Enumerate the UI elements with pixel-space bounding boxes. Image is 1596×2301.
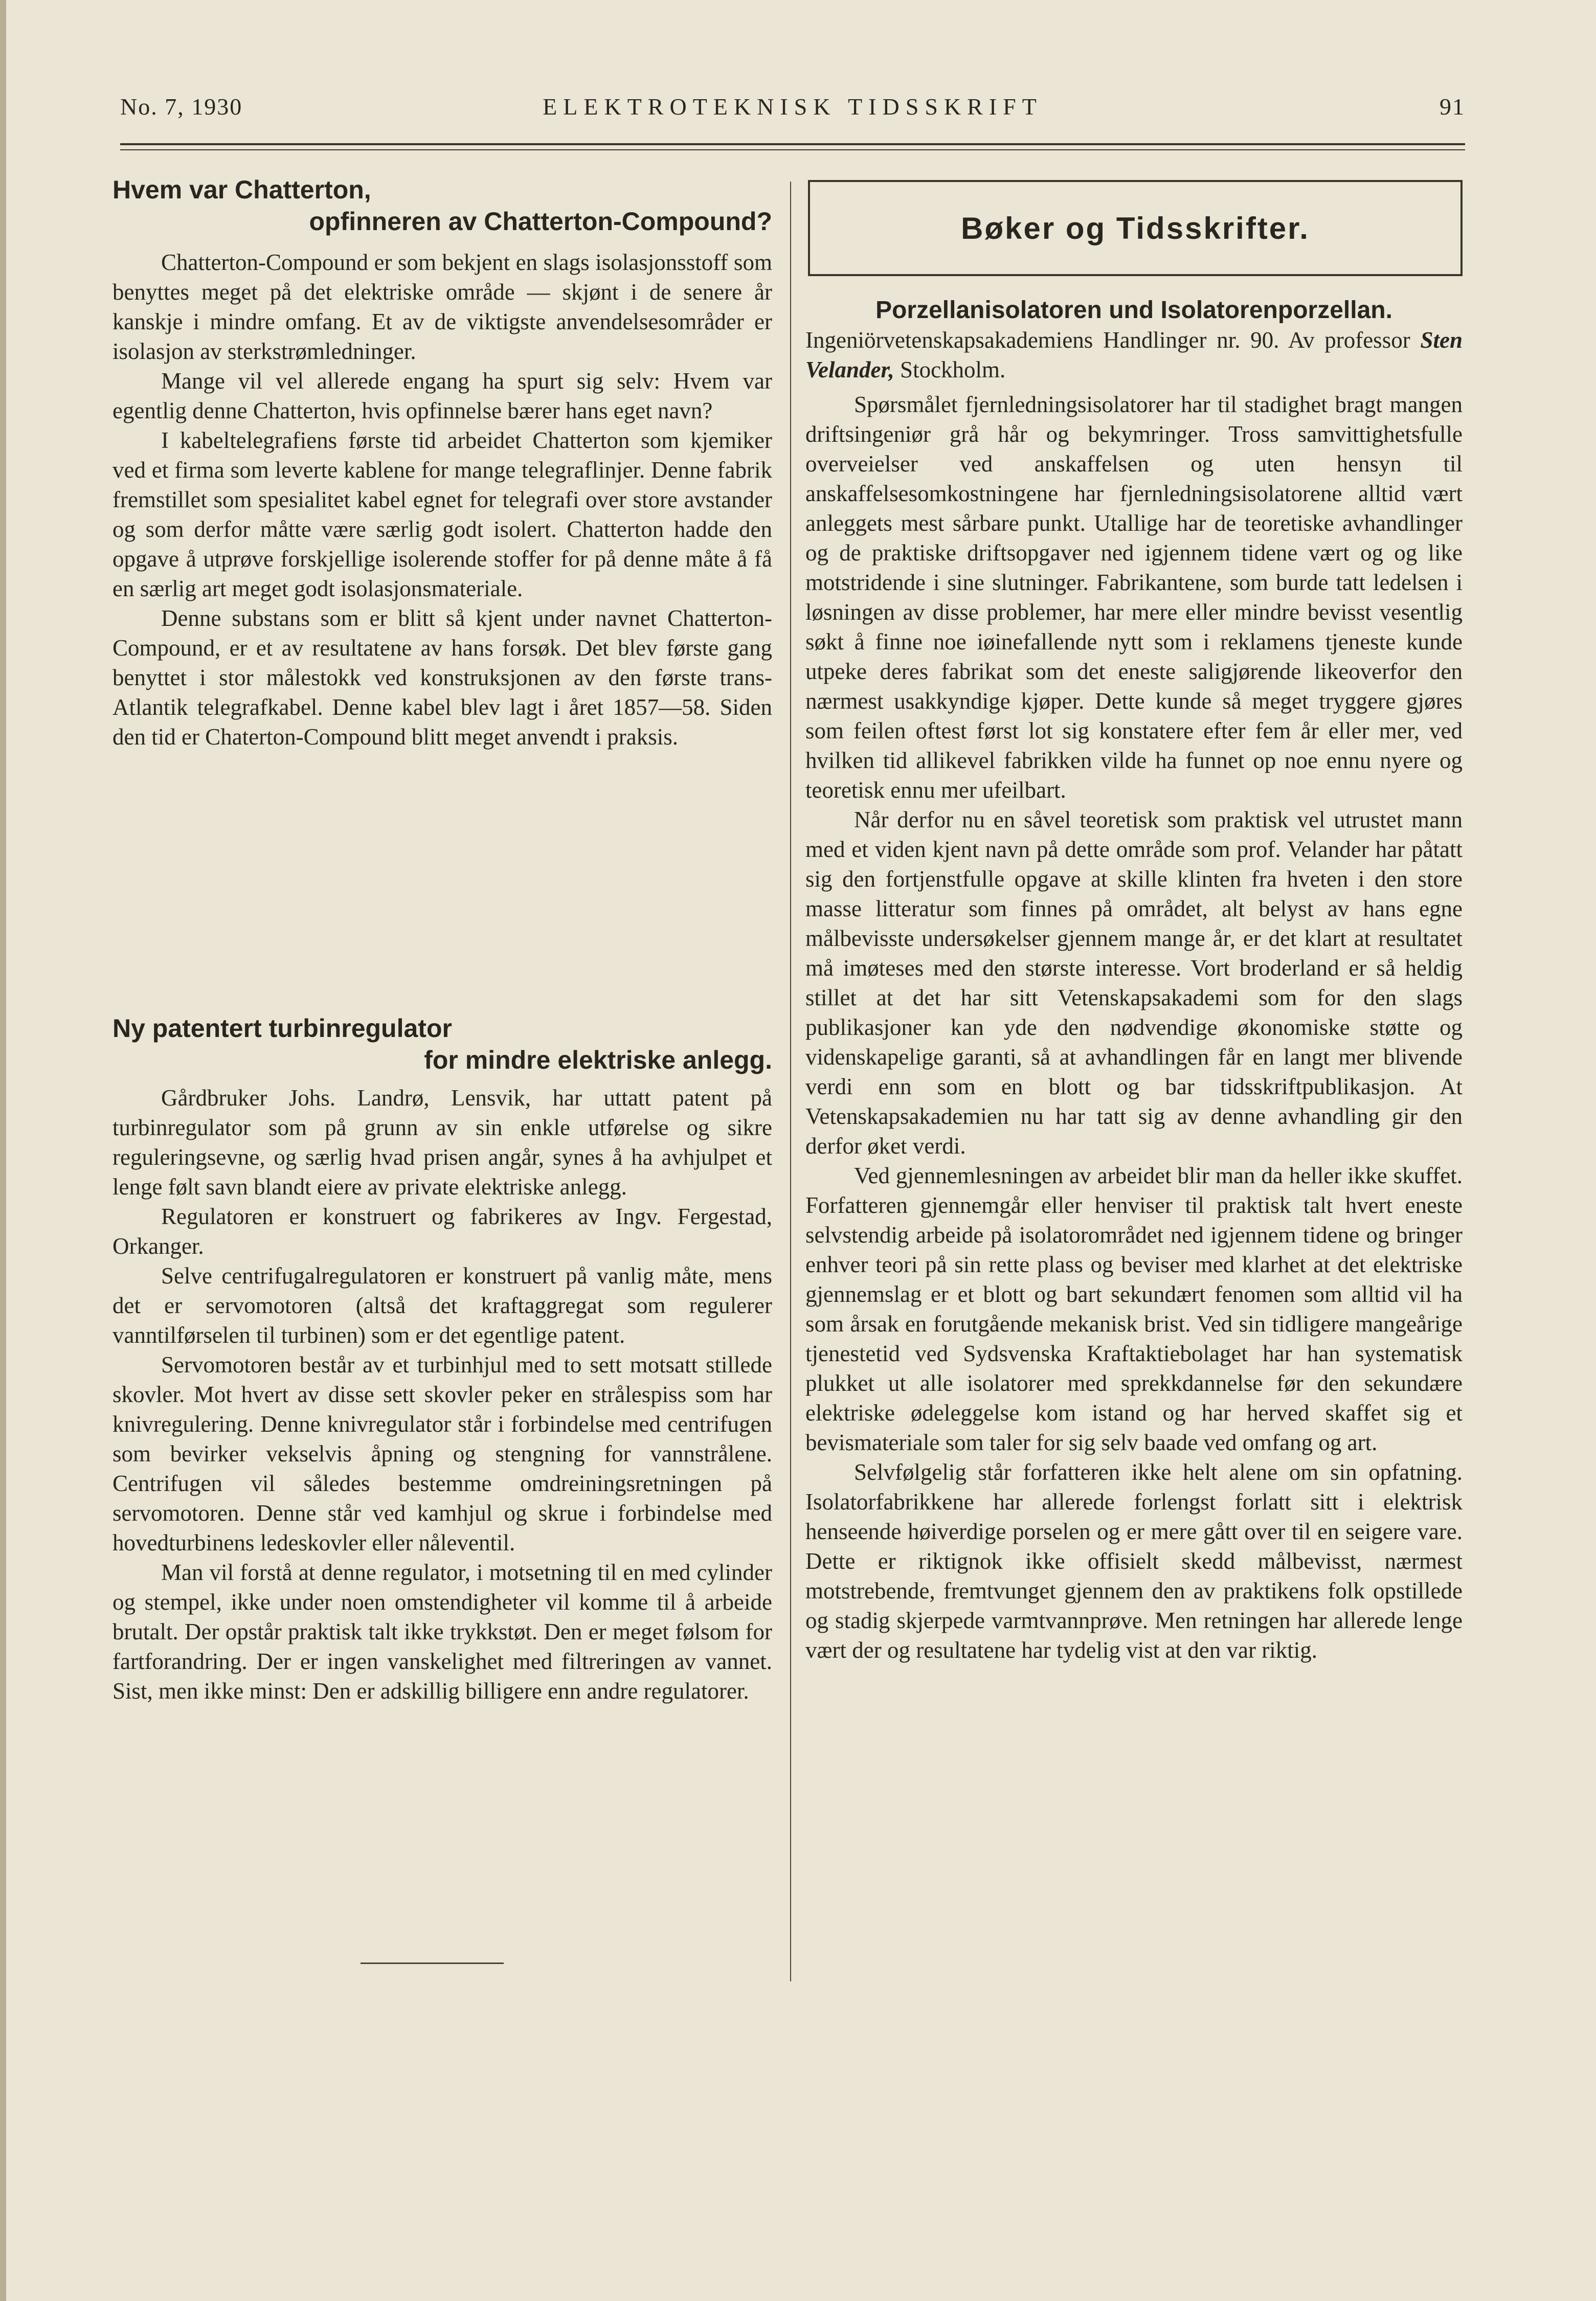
header-rule-thick bbox=[120, 143, 1465, 145]
article-title bbox=[113, 1012, 772, 1076]
review-meta-suffix: Stockholm. bbox=[900, 357, 1006, 382]
journal-title: ELEKTROTEKNISK TIDSSKRIFT bbox=[543, 94, 1043, 120]
running-header bbox=[120, 88, 1465, 134]
review-meta-prefix: Ingeniörvetenskapsakademiens Handlinger nr. 90. Av professor bbox=[805, 327, 1410, 353]
paragraph: Man vil forstå at denne regulator, i motsetning til en med cylinder og stempel, ikke under noen omstendigheter vil komme til å arbeide brutalt. Der opstår praktisk talt ikke trykkstøt. Den er meget følsom for fartforandring. Der er ingen vanskelighet med filtreringen av vannet. Sist, men ikke minst: Den er adskillig billigere enn andre regulatorer. bbox=[113, 1560, 772, 1704]
page-number: 91 bbox=[1440, 94, 1465, 120]
paragraph: Servomotoren består av et turbinhjul med to sett motsatt stillede skovler. Mot hvert av disse sett skovler peker en strålespiss som har knivregulering. Denne knivregulator står i forbindelse med centrifugen som bevirker vekselvis åpning og stengning for vannstrålene. Centrifugen vil således bestemme omdreiningsretningen på servomotoren. Denne står ved kamhjul og skrue i forbindelse med hovedturbinens ledeskovler eller nåleventil. bbox=[113, 1352, 772, 1555]
review-title: Porzellanisolatoren und Isolatorenporzellan. bbox=[875, 297, 1392, 324]
paragraph: I kabeltelegrafiens første tid arbeidet Chatterton som kjemiker ved et firma som leverte kablene for mange telegraflinjer. Denne fabrik fremstillet som spesialitet kabel egnet for telegrafi over store avstander og som derfor måtte være særlig godt isolert. Chatterton hadde den opgave å utprøve forskjellige isolerende stoffer for på denne måte å få en særlig art meget godt isolasjonsmateriale. bbox=[113, 427, 772, 601]
paragraph: Denne substans som er blitt så kjent under navnet Chatterton-Compound, er et av resultatene av hans forsøk. Det blev første gang benyttet i stor målestokk ved konstruksjonen av den første trans-Atlantik telegrafkabel. Denne kabel blev lagt i året 1857—58. Siden den tid er Chaterton-Compound blitt meget anvendt i praksis. bbox=[113, 605, 772, 750]
paragraph: Chatterton-Compound er som bekjent en slags isolasjonsstoff som benyttes meget på det elektriske område — skjønt i de senere år kanskje i mindre omfang. Et av de viktigste anvendelsesområder er isolasjon av sterkstrømledninger. bbox=[113, 250, 772, 364]
paragraph: Regulatoren er konstruert og fabrikeres av Ingv. Fergestad, Orkanger. bbox=[113, 1204, 772, 1259]
section-title-box bbox=[808, 180, 1463, 276]
header-rule-thin bbox=[120, 149, 1465, 150]
article-title-line2: for mindre elektriske anlegg. bbox=[424, 1046, 772, 1074]
end-of-article-rule bbox=[361, 1962, 504, 1964]
paragraph: Selvfølgelig står forfatteren ikke helt alene om sin opfatning. Isolatorfabrikkene har allerede forlengst forlatt sitt i elektrisk henseende høiverdige porselen og er mere gått over til en seigere vare. Dette er riktignok ikke offisielt skedd målbevisst, nærmest motstrebende, fremtvunget gjennem den av praktikens folk opstillede og stadig skjerpede varmtvannprøve. Men retningen har allerede lenge vært der og resultatene har tydelig vist at den var riktig. bbox=[805, 1459, 1463, 1663]
paragraph: Mange vil vel allerede engang ha spurt sig selv: Hvem var egentlig denne Chatterton, hvis opfinnelse bærer hans eget navn? bbox=[113, 368, 772, 423]
review-meta bbox=[805, 325, 1463, 385]
article-title bbox=[113, 174, 772, 237]
page-edge-shadow bbox=[0, 0, 6, 2301]
article-title-line1: Hvem var Chatterton, bbox=[113, 175, 371, 204]
paragraph: Når derfor nu en såvel teoretisk som praktisk vel utrustet mann med et viden kjent navn på dette område som prof. Velander har påtatt sig den fortjenstfulle opgave at skille klinten fra hveten i den store masse litteratur som finnes på området, alt belyst av hans egne målbevisste undersøkelser gjennem mange år, er det klart at resultatet må imøteses med den største interesse. Vort broderland er så heldig stillet at det har sitt Vetenskapsakademi som for den slags publikasjoner kan yde den nødvendige økonomiske støtte og videnskapelige garanti, så at avhandlingen får en langt mer blivende verdi enn som en blott og bar tidsskriftpublikasjon. At Vetenskapsakademien nu har tatt sig av denne avhandling gir den derfor øket verdi. bbox=[805, 807, 1463, 1159]
issue-label: No. 7, 1930 bbox=[120, 94, 243, 120]
section-title: Bøker og Tidsskrifter. bbox=[961, 211, 1310, 245]
paragraph: Selve centrifugalregulatoren er konstruert på vanlig måte, mens det er servomotoren (altså det kraftaggregat som regulerer vanntilførselen til turbinen) som er det egentlige patent. bbox=[113, 1263, 772, 1348]
column-divider bbox=[790, 182, 791, 1981]
article-turbinregulator bbox=[113, 1012, 772, 1706]
paragraph: Spørsmålet fjernledningsisolatorer har til stadighet bragt mangen driftsingeniør grå hår og bekymringer. Tross samvittighetsfulle overveielser ved anskaffelsen og uten hensyn til anskaffelsesomkostningene har fjernledningsisolatorene alltid vært anleggets mest sårbare punkt. Utallige har de teoretiske avhandlinger og de praktiske driftsopgaver ned igjennem tidene vært og og like motstridende i sine slutninger. Fabrikantene, som burde tatt ledelsen i løsningen av disse problemer, har mere eller mindre bevisst vesentlig søkt å finne noe iøinefallende nytt som i reklamens tjeneste kunde utpeke deres fabrikat som det eneste saligjørende likeoverfor den nærmest usakkyndige kjøper. Dette kunde så meget tryggere gjøres som feilen oftest først lot sig konstatere efter fem år eller mer, ved hvilken tid allikevel fabrikken vilde ha funnet op noe ennu nyere og teoretisk ennu mer ufeilbart. bbox=[805, 392, 1463, 803]
paragraph: Gårdbruker Johs. Landrø, Lensvik, har uttatt patent på turbinregulator som på grunn av sin enkle utførelse og sikre reguleringsevne, og særlig hvad prisen angår, synes å ha avhjulpet et lenge følt savn blandt eiere av private elektriske anlegg. bbox=[113, 1085, 772, 1200]
review-author: Sten Velander, bbox=[805, 327, 1463, 382]
paragraph: Ved gjennemlesningen av arbeidet blir man da heller ikke skuffet. Forfatteren gjennemgår eller henviser til praktisk talt hvert eneste selvstendig arbeide på isolatorområdet ned igjennem tidene og bringer enhver teori på sin rette plass og beviser med klarhet at det elektriske gjennemslag er et blott og bart sekundært fenomen som alltid vil ha som årsak en forutgående mekanisk brist. Ved sin tidligere mangeårige tjenestetid ved Sydsvenska Kraftaktiebolaget har han systematisk plukket ut alle isolatorer med sprekkdannelse før den sekundære elektriske ødeleggelse kom istand og har herved skaffet sig et bevismateriale som taler for sig selv baade ved omfang og art. bbox=[805, 1163, 1463, 1455]
article-title-line1: Ny patentert turbinregulator bbox=[113, 1014, 452, 1043]
article-chatterton bbox=[113, 174, 772, 752]
article-title-line2: opfinneren av Chatterton-Compound? bbox=[309, 207, 772, 236]
book-review bbox=[805, 296, 1463, 1665]
